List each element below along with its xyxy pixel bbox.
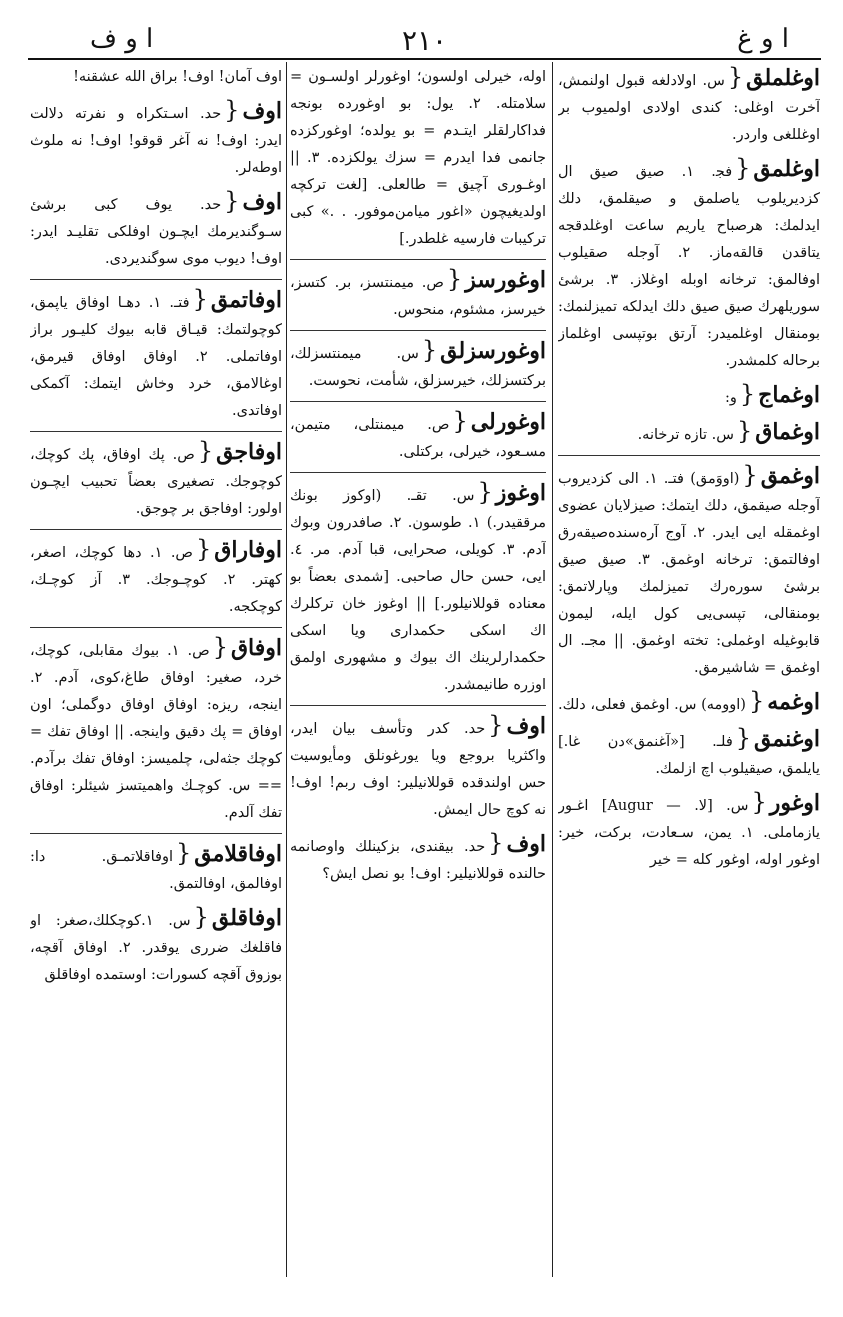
definition: حد. کدر وتأسف بیان ایدر، واکثریا بروجع ویا یورغونلق ومأیوسیت حس اولندقده قوللانیلیر: اوف ربم! اوف! نه کوچ حال ایمش. [290, 721, 546, 818]
headword: اوغماج [758, 382, 820, 408]
page-header [30, 20, 819, 60]
dictionary-entry [558, 789, 820, 874]
brace-icon: { [192, 285, 208, 313]
definition: س. میمنتسزلك، برکتسزلك، خیرسزلق، شأمت، نحوست. [290, 346, 546, 389]
brace-icon: { [421, 336, 438, 364]
column-rule-right [552, 62, 553, 1277]
definition: ص. ١. دها کوچك، اصغر، کهتر. ٢. کوچـوجك. ٣. آز کوچـك، کوچکجه. [30, 545, 282, 615]
brace-icon: { [727, 64, 744, 91]
headword: اوف [506, 831, 546, 857]
dictionary-entry [558, 462, 820, 682]
brace-icon: { [735, 154, 751, 182]
headword: اوفاراق [214, 537, 282, 563]
dictionary-entry [30, 634, 282, 827]
brace-icon: { [224, 187, 240, 215]
entry-divider [30, 279, 282, 280]
headword: اوغوز [495, 480, 546, 506]
definition: (اوومه) س. اوغمق فعلی، دلك. [558, 697, 746, 713]
headword: اوغلملق [746, 65, 820, 91]
header-right-letters: ا و غ [737, 24, 789, 54]
brace-icon: { [175, 839, 192, 867]
headword: اوف [506, 713, 546, 739]
headword: اوفاتمق [210, 287, 282, 313]
headword: اوغورسزلق [440, 338, 546, 364]
dictionary-entry [558, 418, 820, 449]
dictionary-entry [558, 381, 820, 412]
headword: اوغورلی [470, 409, 546, 435]
brace-icon: { [224, 96, 240, 124]
definition: اوف آمان! اوف! براق الله عشقنه! [73, 69, 282, 85]
definition: اوله، خیرلی اولسون؛ اوغورلر اولسـون = سلامتله. ٢. یول: بو اوغورده بونجه فداکارلقلر ایتـدم = بو یولده؛ اوغورکزده جانمی فدا ایدرم = سزك یولکزده. ٣. || اوغـوری آچیق = طالعلی. [لغت ترکچه اولدیغیچون «اغور میامن‌موفور. . .» کبی ترکیبات فارسیه غلطدر.] [290, 69, 546, 247]
definition: ص. ١. بیوك مقابلی، کوچك، خرد، صغیر: اوفاق طاغ،کوی، آدم. ٢. اینجه، ریزه: اوفاق اوفاق دوگملی؛ اون اوفاق = پك دقیق واینجه. || اوفاق تفك = کوچك جثه‌لی، چلمیسز: اوفاق تفك برآدم. == س. کوچـك واهمیتسز شیئلر: اوفاق تفك آلدم. [30, 643, 282, 821]
column-right [558, 64, 820, 1293]
entry-divider [30, 833, 282, 834]
column-rule-left [286, 62, 287, 1277]
definition: ص. میمنتسز، بر. کتسز، خیرسز، مشئوم، منحوس. [290, 275, 546, 318]
dictionary-entry [290, 408, 546, 466]
headword: اوغور [769, 790, 820, 816]
dictionary-entry [290, 266, 546, 324]
definition: ﻓﺠ. ١. صیق صیق ال کزدیریلوب یاصلمق و صیقلمق، دلك ایدلمك: هرصباح یاریم ساعت اوغلدقجه یتاقدن قالقەماز. ٢. آوجله صقیلوب اوفالمق: ترخانه اوبله اوغلاز. ٣. برشیٔ سوریلهرك صیق صیق دلك ایدلکه تمیزلنمك: بومنقال اوغلمیدر: آرتق بوتپسی اوغلماز برحاله کلمشدر. [558, 164, 820, 369]
headword: اوف [242, 189, 282, 215]
headword: اوغلمق [753, 156, 820, 182]
headword: اوغماق [755, 419, 820, 445]
brace-icon: { [739, 380, 756, 408]
definition: حد. یوف کبی برشیٔ سـوگندیرمك ایچـون اوفلکی تقلیـد ایدر: اوف! دیوب موی سوگندیردی. [30, 197, 282, 267]
brace-icon: { [735, 724, 752, 752]
brace-icon: { [477, 478, 493, 506]
entry-divider [558, 455, 820, 456]
definition: اوفاقلاتمـق. دا: اوفالمق، اوفالتمق. [30, 849, 282, 892]
dictionary-entry [30, 840, 282, 898]
brace-icon: { [488, 711, 504, 739]
dictionary-entry [30, 286, 282, 425]
brace-icon: { [452, 407, 468, 435]
entry-divider [30, 431, 282, 432]
entry-divider [290, 330, 546, 331]
headword: اوفاجق [216, 439, 282, 465]
brace-icon: { [193, 903, 209, 931]
definition: س. تازه ترخانه. [637, 427, 734, 443]
definition: س. [لا. — Augur] اغـور یازماملی. ١. یمن، سـعادت، برکت، خیر: اوغور اوله، اوغور کله = خیر [558, 798, 820, 868]
brace-icon: { [488, 829, 504, 857]
entry-divider [30, 627, 282, 628]
column-left [30, 64, 282, 1293]
dictionary-entry [290, 337, 546, 395]
definition: حد. اسـتکراه و نفرته دلالت ایدر: اوف! نه آغر قوقو! اوف! نه ملوث اوطەلر. [30, 106, 282, 176]
brace-icon: { [736, 417, 753, 445]
header-left-letters: ا و ف [90, 24, 154, 54]
definition: و: [724, 390, 737, 406]
headword: اوغورسز [465, 267, 546, 293]
definition: ص. میمنتلی، متیمن، مسـعود، خیرلی، برکتلی. [290, 417, 546, 460]
definition: فلـ. [«آغنمق»دن غا.] یایلمق، صیقیلوب اچ ازلمك. [558, 734, 820, 777]
dictionary-entry [290, 479, 546, 699]
headword: اوغمق [760, 463, 820, 489]
brace-icon: { [748, 687, 765, 715]
brace-icon: { [742, 461, 758, 489]
column-middle [290, 64, 546, 1293]
dictionary-entry [30, 188, 282, 273]
brace-icon: { [195, 535, 212, 563]
brace-icon: { [751, 788, 767, 816]
dictionary-entry-continued [290, 64, 546, 253]
definition: س. ١.کوچکلك،صغر: او فاقلغك ضرری یوقدر. ٢. اوفاق آقچه، بوزوق آقچه کسورات: اوستمده اوفاقلق [30, 913, 282, 983]
headword: اوف [242, 98, 282, 124]
dictionary-entry [30, 438, 282, 523]
dictionary-entry [290, 712, 546, 824]
entry-divider [290, 401, 546, 402]
header-rule [28, 58, 821, 60]
dictionary-entry [30, 904, 282, 989]
headword: اوفاقلامق [194, 841, 282, 867]
dictionary-entry [558, 155, 820, 375]
definition: (اووَمق) فتـ. ١. الی کزدیروب آوجله صیقمق، دلك ایتمك: صیزلایان عضوی اوغمقله ایی ایدر. ٢. آوج آرەسندەصیقەرق اوفالتمق: ترخانه اوغمق. ٣. صیق صیق برشیٔ سورەرك تمیزلمك وپارلاتمق: بومنقالی، تپسی‌یی کول ایله، لیمون قابوغیله اوغملی: تخته اوغمق. || مجـ. ال اوغمق = شاشیرمق. [558, 471, 820, 676]
dictionary-entry [558, 725, 820, 783]
definition: س. تقـ. (اوکوز بونك مرققیدر.) ١. طوسون. ٢. صافدرون وبوك آدم. ٣. کویلی، صحرایی، قبا آدم. مر. ٤. ایی، حسن حال صاحبی. [شمدی بعضاً بو معناده قوللانیلور.] || اوغوز خان ترکلرك اك اسکی حکمداری ویا اسکی حکمدارلرینك اك بیوك و مشهوری اولمق اوزره طانیمشدر. [290, 488, 546, 693]
headword: اوغمه [767, 689, 820, 715]
brace-icon: { [212, 633, 228, 661]
dictionary-entry [290, 830, 546, 888]
entry-divider [290, 259, 546, 260]
definition: حد. بیقندی، بزکینلك واوصانمه حالنده قوللانیلیر: اوف! بو نصل ایش؟ [290, 839, 546, 882]
page-number: ٢١٠ [401, 24, 448, 57]
entry-divider [290, 472, 546, 473]
entry-divider [290, 705, 546, 706]
dictionary-entry [558, 688, 820, 719]
dictionary-entry [30, 536, 282, 621]
definition: س. اولادلغه قبول اولنمش، آخرت اوغلی: کندی اولادی اولمیوب بر اوغللغی واردر. [558, 73, 820, 143]
dictionary-entry [30, 97, 282, 182]
brace-icon: { [446, 265, 463, 293]
brace-icon: { [197, 437, 214, 465]
headword: اوفاق [230, 635, 282, 661]
definition: فتـ. ١. دهـا اوفاق یاپمق، کوچولتمك: قیـاق قابه بیوك کلیـور براز اوفاتملی. ٢. اوفاق اوفاق قیرمق، اوغالامق، خرد وخاش ایتمك: آکمکی اوفاتدی. [30, 295, 282, 419]
entry-divider [30, 529, 282, 530]
headword: اوغنمق [754, 726, 820, 752]
headword: اوفاقلق [211, 905, 282, 931]
dictionary-entry [558, 64, 820, 149]
definition: ص. پك اوفاق، پك کوچك، کوچوجك. تصغیری بعضاً تحبیب ایچـون اولور: اوفاجق بر چوجق. [30, 447, 282, 517]
dictionary-entry-continued [30, 64, 282, 91]
